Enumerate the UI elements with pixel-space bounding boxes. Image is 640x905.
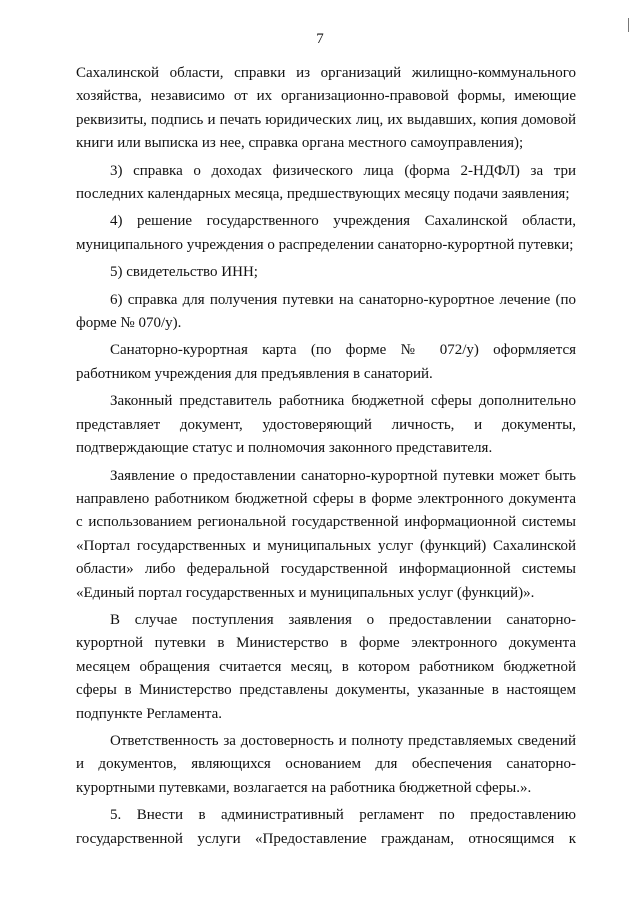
text-line: курортными путевками, возлагается на работника бюджетной сферы.». xyxy=(76,779,532,796)
text-line: 3) справка о доходах физического лица (форма 2-НДФЛ) за три xyxy=(110,162,576,179)
page-number: 7 xyxy=(316,31,324,47)
text-line: работником учреждения для предъявления в санаторий. xyxy=(76,365,433,382)
text-line: Законный представитель работника бюджетной сферы дополнительно xyxy=(110,393,576,410)
text-line: подтверждающие статус и полномочия законного представителя. xyxy=(76,440,493,457)
text-line: курортной путевки в Министерство в форме электронного документа xyxy=(76,635,576,652)
text-line: и документов, являющихся основанием для обеспечения санаторно- xyxy=(76,756,576,773)
text-line: 6) справка для получения путевки на санаторно-курортное лечение (по xyxy=(110,291,576,308)
text-line: Сахалинской области, справки из организаций жилищно-коммунального xyxy=(76,65,576,81)
text-line: подпункте Регламента. xyxy=(76,705,222,722)
text-line: последних календарных месяца, предшествующих месяцу подачи заявления; xyxy=(76,186,570,203)
text-line: форме № 070/у). xyxy=(76,315,182,332)
text-line: «Единый портал государственных и муниципальных услуг (функций)». xyxy=(76,584,535,601)
text-line: В случае поступления заявления о предоставлении санаторно- xyxy=(110,611,576,628)
text-line: 4) решение государственного учреждения Сахалинской области, xyxy=(110,213,576,230)
text-line: области» либо федеральной государственной информационной системы xyxy=(76,561,576,578)
text-line: месяцем обращения считается месяц, в котором работником бюджетной xyxy=(76,658,576,675)
text-line: государственной услуги «Предоставление гражданам, относящимся к xyxy=(76,830,576,847)
text-line: 5) свидетельство ИНН; xyxy=(110,264,258,281)
text-line: Санаторно-курортная карта (по форме № 072/у) оформляется xyxy=(110,342,576,359)
text-line: Заявление о предоставлении санаторно-курортной путевки может быть xyxy=(110,467,576,484)
text-line: хозяйства, независимо от их организационно-правовой формы, имеющие xyxy=(76,88,576,105)
text-line: реквизиты, подпись и печать юридических лиц, их выдавших, копия домовой xyxy=(76,111,576,128)
text-line: представляет документ, удостоверяющий личность, и документы, xyxy=(76,416,576,433)
text-line: с использованием региональной государственной информационной системы xyxy=(76,514,576,531)
text-line: Ответственность за достоверность и полноту представляемых сведений xyxy=(110,732,576,749)
text-line: «Портал государственных и муниципальных услуг (функций) Сахалинской xyxy=(76,537,576,554)
text-line: направлено работником бюджетной сферы в форме электронного документа xyxy=(76,490,576,507)
document-body xyxy=(76,62,576,851)
margin-mark xyxy=(628,18,629,32)
text-line: сферы в Министерство представлены документы, указанные в настоящем xyxy=(76,682,576,699)
text-line: 5. Внести в административный регламент по предоставлению xyxy=(110,807,576,824)
text-line: книги или выписка из нее, справка органа местного самоуправления); xyxy=(76,135,524,152)
text-line: муниципального учреждения о распределении санаторно-курортной путевки; xyxy=(76,236,574,253)
